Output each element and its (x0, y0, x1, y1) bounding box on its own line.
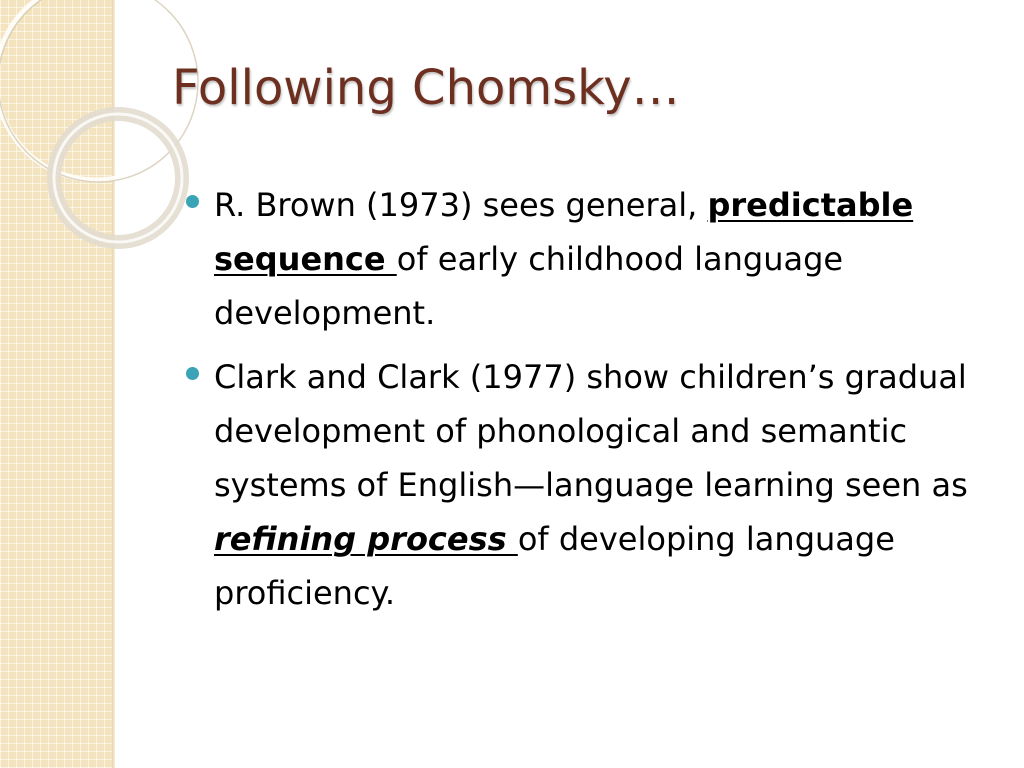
decorative-ring-upper (0, 0, 196, 180)
bullet-text-after: of early childhood language development. (214, 240, 844, 332)
bullet-list (186, 178, 986, 630)
bullet-text-after: of developing language proficiency. (214, 520, 895, 612)
emphasis-predictable-sequence: predictable sequence (214, 186, 914, 278)
emphasis-refining-process: refining process (214, 520, 518, 558)
bullet-text-before: R. Brown (1973) sees general, (214, 186, 708, 224)
slide-title: Following Chomsky… (172, 60, 680, 116)
bullet-item-clark (186, 350, 986, 620)
bullet-dot (186, 367, 199, 380)
bullet-item-brown (186, 178, 986, 340)
decorative-ring-upper-shadow (0, 0, 198, 182)
bullet-text-before: Clark and Clark (1977) show children’s gradual development of phonological and semantic systems of English—language learning seen as (214, 358, 968, 504)
decorative-rings (0, 0, 200, 260)
bullet-dot (186, 195, 199, 208)
